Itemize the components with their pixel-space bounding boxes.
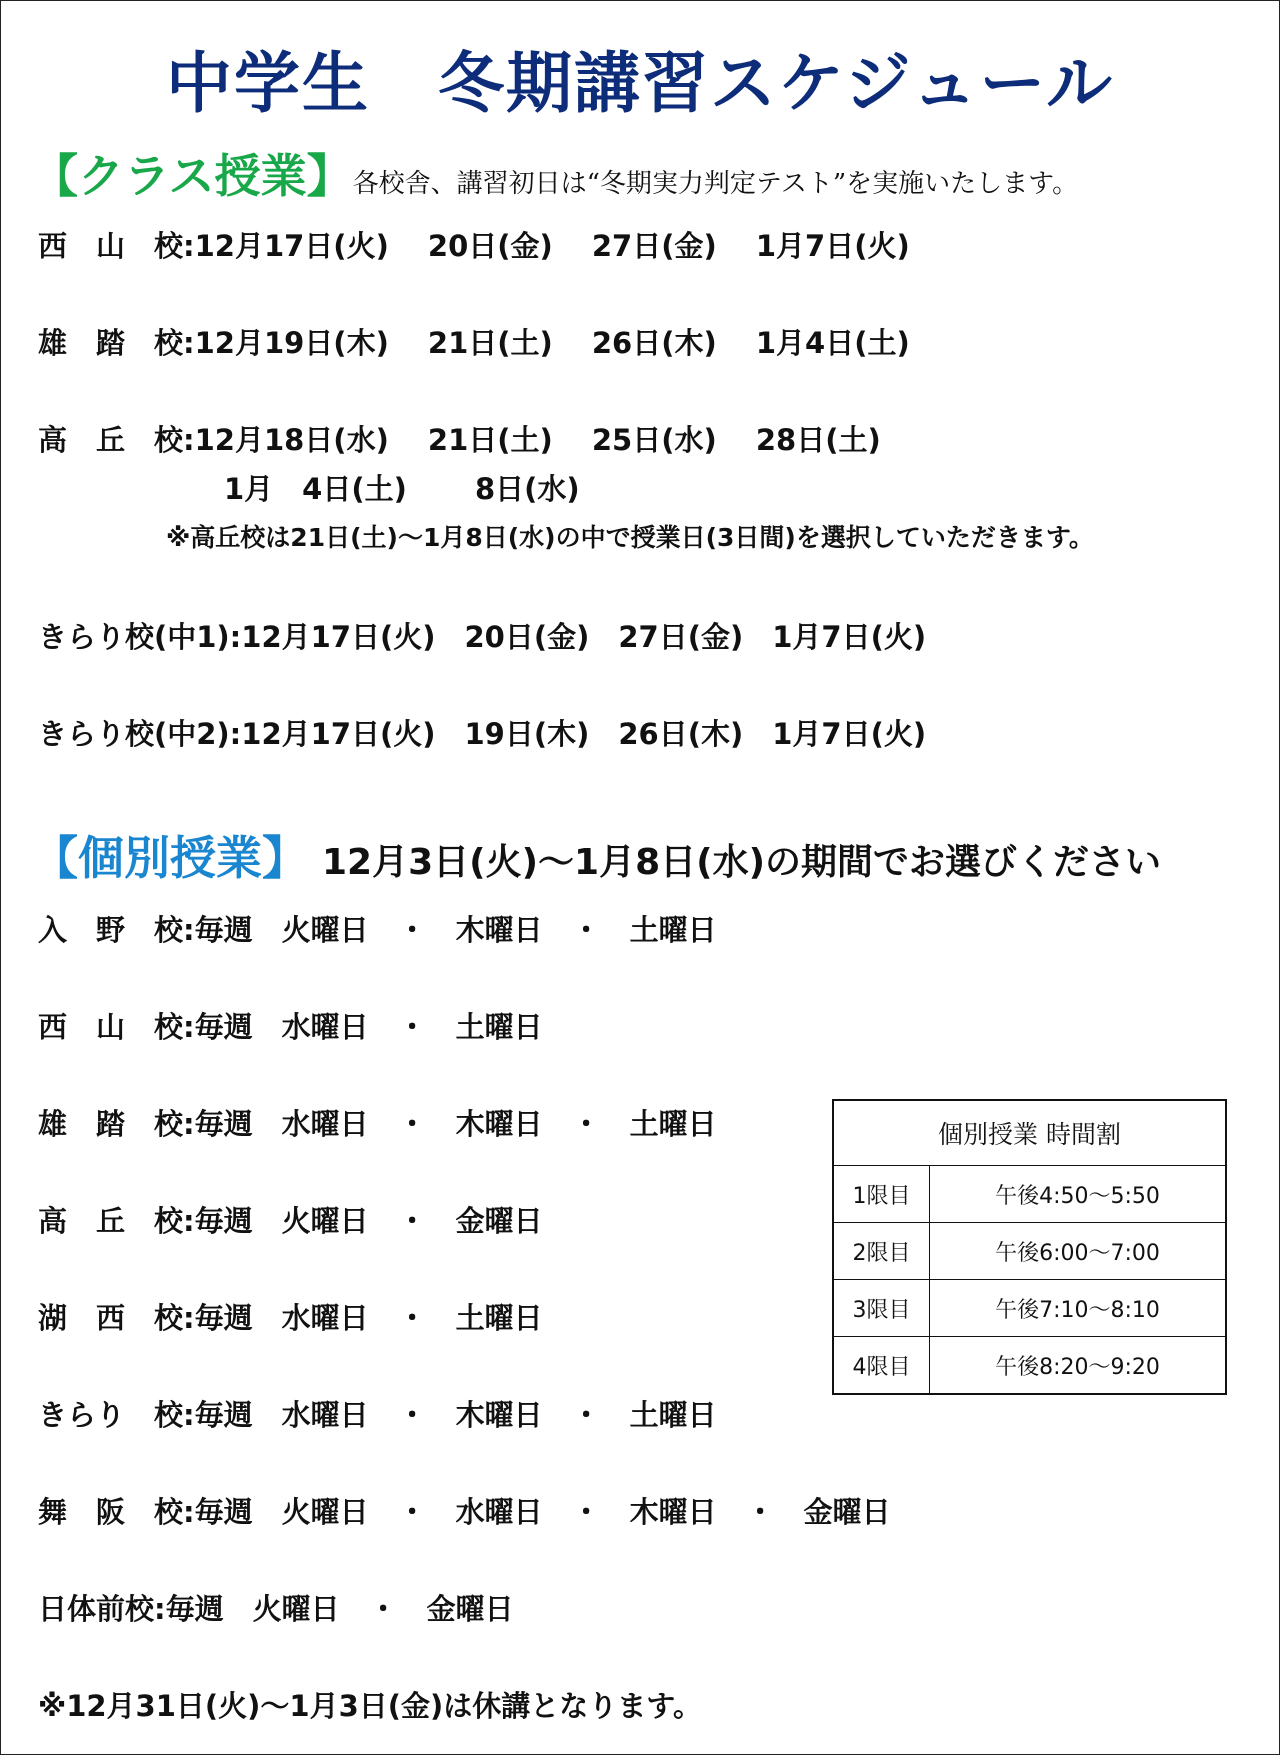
timetable bbox=[832, 1099, 1227, 1395]
closed-note: ※12月31日(火)～1月3日(金)は休講となります。 bbox=[38, 1689, 702, 1723]
schedule-row-kirari-2: きらり校(中2):12月17日(火) 19日(木) 26日(木) 1月7日(火) bbox=[38, 717, 927, 751]
period-time: 午後7:10～8:10 bbox=[930, 1280, 1227, 1337]
period-label: 1限目 bbox=[833, 1166, 930, 1223]
period-time: 午後6:00～7:00 bbox=[930, 1223, 1227, 1280]
schedule-row-kirari-1: きらり校(中1):12月17日(火) 20日(金) 27日(金) 1月7日(火) bbox=[38, 620, 927, 654]
schedule-row-yuto: 雄 踏 校:12月19日(木) 21日(土) 26日(木) 1月4日(土) bbox=[38, 326, 910, 360]
period-label: 3限目 bbox=[833, 1280, 930, 1337]
period-time: 午後8:20～9:20 bbox=[930, 1337, 1227, 1395]
individual-row-irino: 入 野 校:毎週 火曜日 ・ 木曜日 ・ 土曜日 bbox=[38, 913, 717, 947]
timetable-row bbox=[833, 1280, 1226, 1337]
individual-section-heading: 【個別授業】 bbox=[32, 831, 308, 885]
individual-row-nishiyama: 西 山 校:毎週 水曜日 ・ 土曜日 bbox=[38, 1010, 543, 1044]
individual-row-maisaka: 舞 阪 校:毎週 火曜日 ・ 水曜日 ・ 木曜日 ・ 金曜日 bbox=[38, 1495, 891, 1529]
class-section-note: 各校舎、講習初日は“冬期実力判定テスト”を実施いたします。 bbox=[352, 169, 1079, 199]
individual-row-yuto: 雄 踏 校:毎週 水曜日 ・ 木曜日 ・ 土曜日 bbox=[38, 1107, 717, 1141]
timetable-row bbox=[833, 1337, 1226, 1395]
timetable-row bbox=[833, 1223, 1226, 1280]
schedule-row-takaoka-line2: 1月 4日(土) 8日(水) bbox=[224, 472, 580, 506]
schedule-row-takaoka: 高 丘 校:12月18日(水) 21日(土) 25日(水) 28日(土) bbox=[38, 423, 881, 457]
takaoka-note: ※高丘校は21日(土)～1月8日(水)の中で授業日(3日間)を選択していただきます。 bbox=[166, 523, 1094, 552]
class-section-header bbox=[32, 140, 1078, 206]
schedule-row-nishiyama: 西 山 校:12月17日(火) 20日(金) 27日(金) 1月7日(火) bbox=[38, 229, 910, 263]
individual-row-takaoka: 高 丘 校:毎週 火曜日 ・ 金曜日 bbox=[38, 1204, 543, 1238]
period-label: 4限目 bbox=[833, 1337, 930, 1395]
page-title: 中学生 冬期講習スケジュール bbox=[165, 45, 1115, 122]
class-section-heading: 【クラス授業】 bbox=[32, 149, 353, 203]
individual-row-kosai: 湖 西 校:毎週 水曜日 ・ 土曜日 bbox=[38, 1301, 543, 1335]
individual-section-header bbox=[32, 822, 1161, 888]
individual-period: 12月3日(火)～1月8日(水)の期間でお選びください bbox=[322, 842, 1162, 883]
individual-row-kirari: きらり 校:毎週 水曜日 ・ 木曜日 ・ 土曜日 bbox=[38, 1398, 717, 1432]
individual-row-nittaimae: 日体前校:毎週 火曜日 ・ 金曜日 bbox=[38, 1592, 514, 1626]
timetable-caption: 個別授業 時間割 bbox=[833, 1100, 1226, 1166]
timetable-row bbox=[833, 1166, 1226, 1223]
period-time: 午後4:50～5:50 bbox=[930, 1166, 1227, 1223]
period-label: 2限目 bbox=[833, 1223, 930, 1280]
